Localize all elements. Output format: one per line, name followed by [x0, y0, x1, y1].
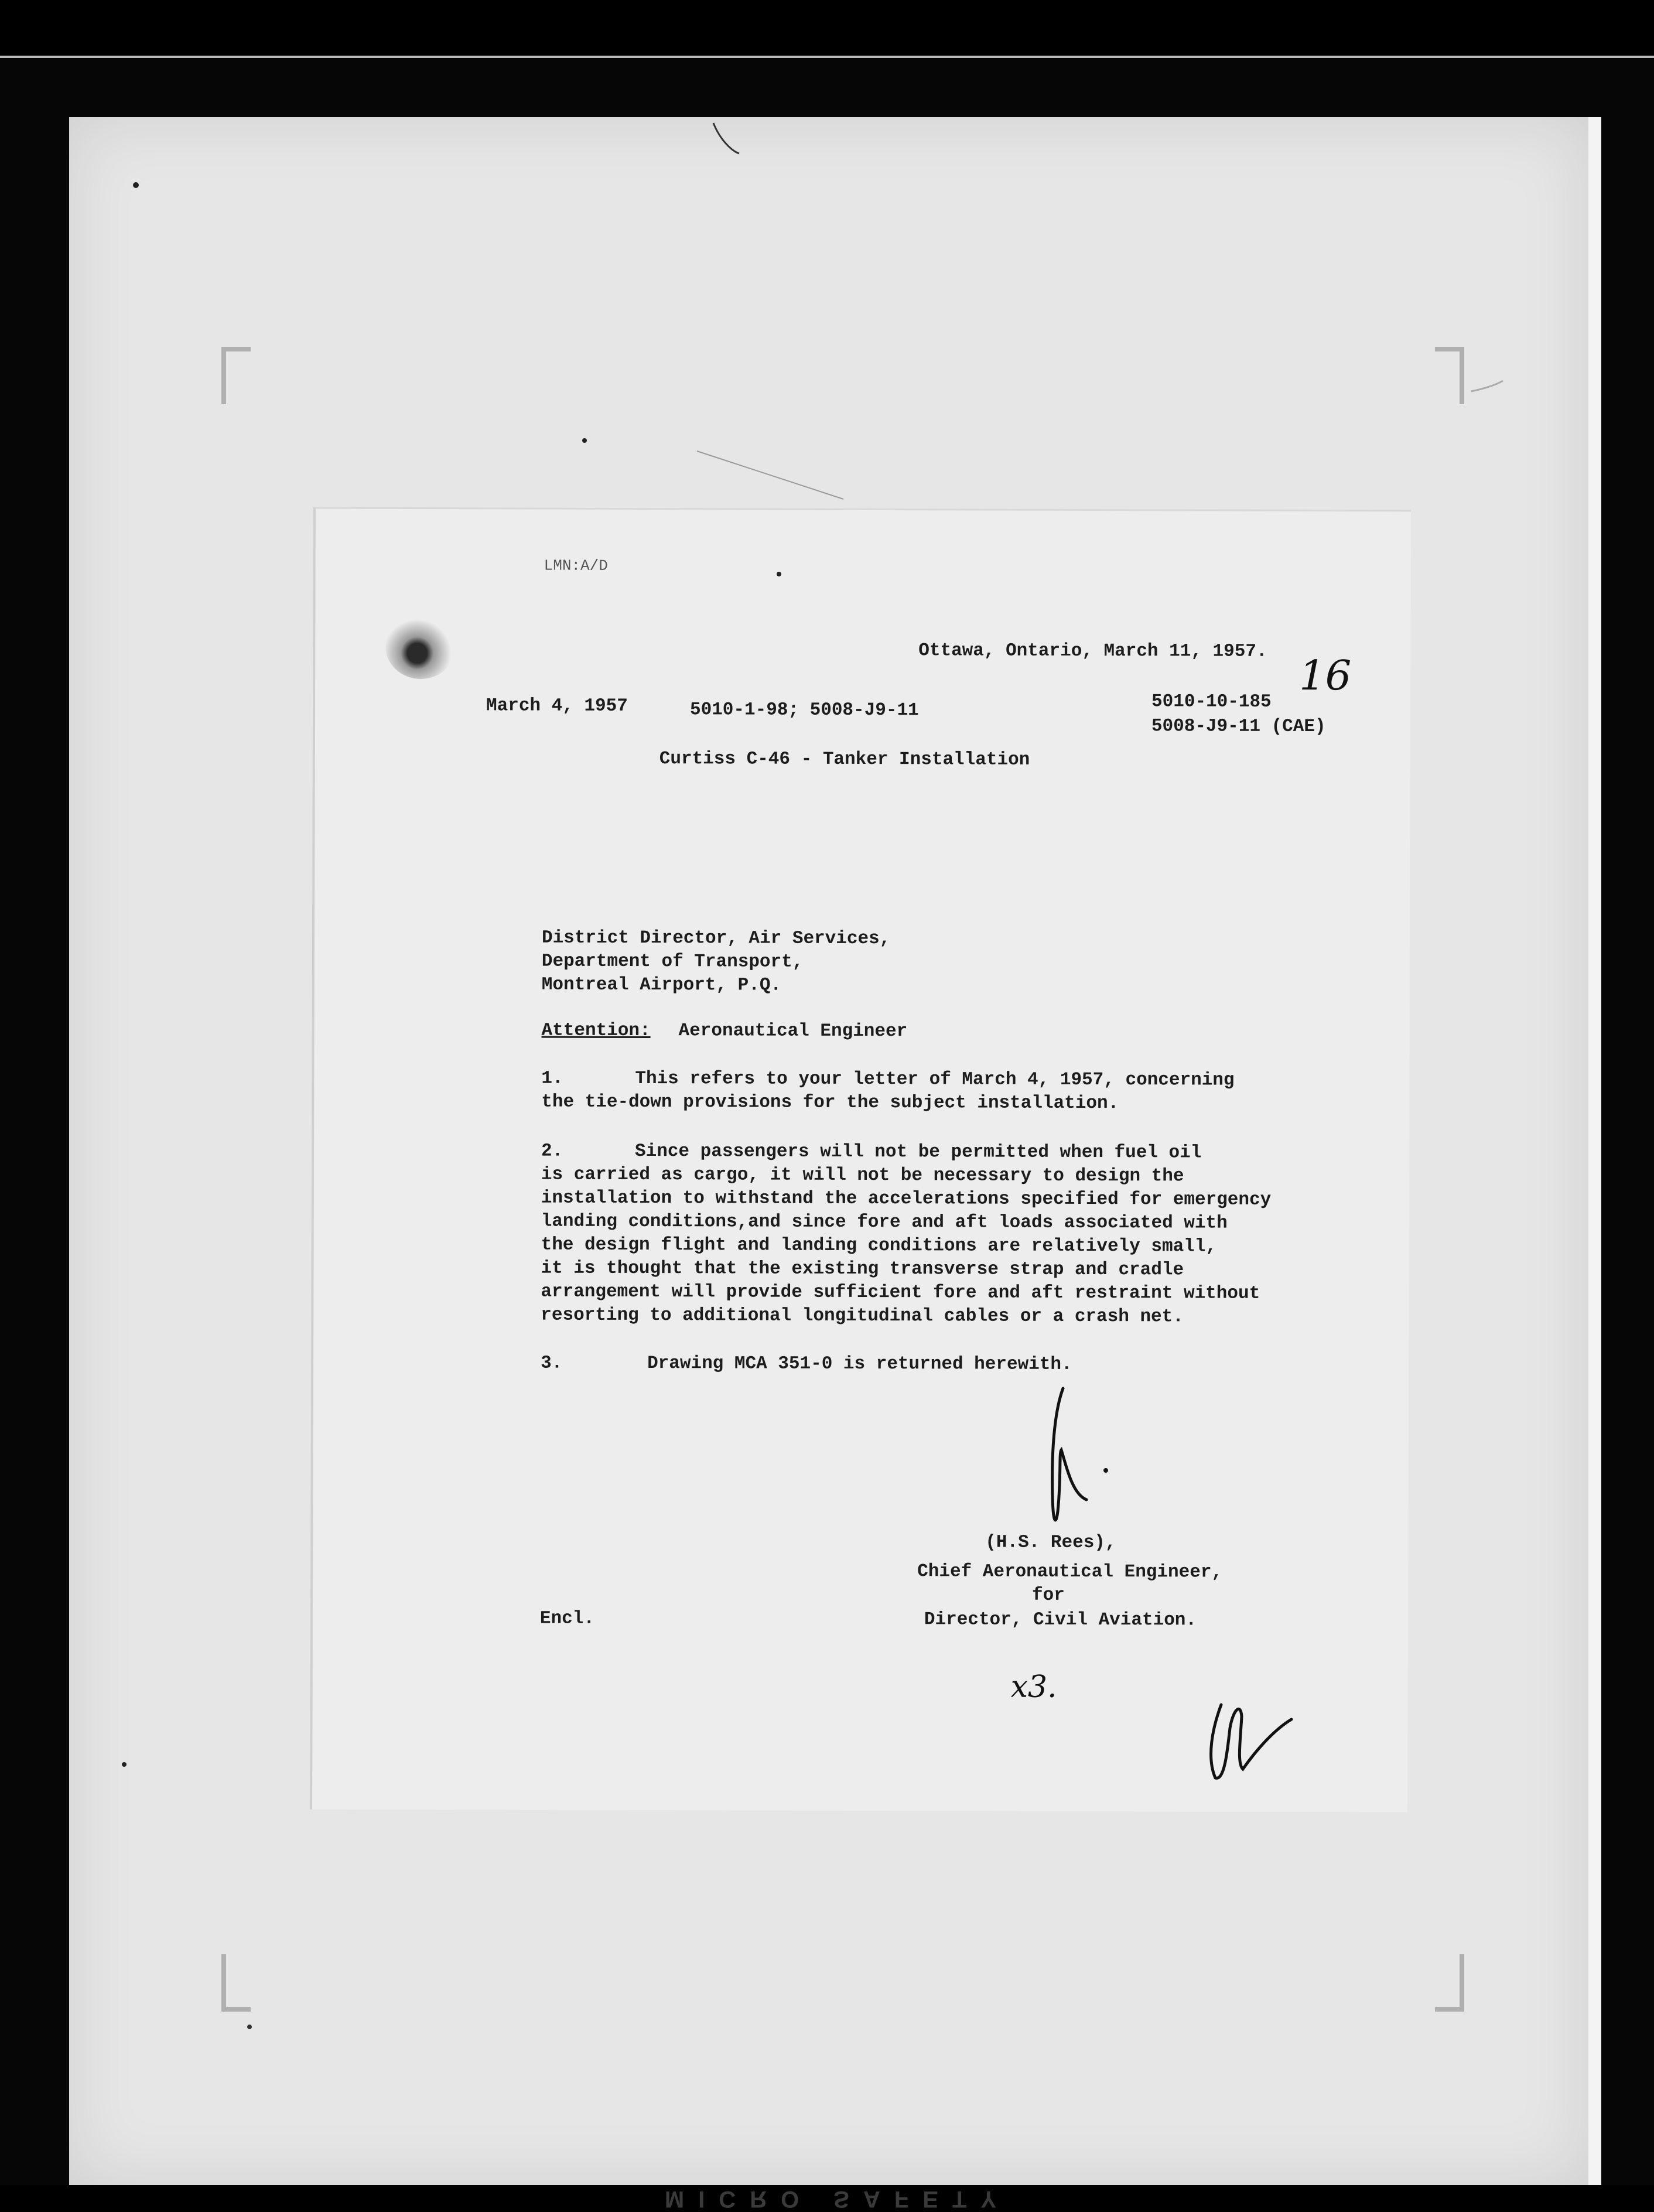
top-edge-curl: [713, 123, 739, 153]
speck: [582, 438, 587, 443]
paragraph-2-line: installation to withstand the accelerations specified for emergency: [541, 1187, 1272, 1210]
signatory-organization: Director, Civil Aviation.: [924, 1609, 1197, 1631]
handwritten-initials: [1211, 1705, 1291, 1778]
paragraph-1-number: 1.: [541, 1068, 563, 1089]
right-tick-mark: [1471, 381, 1503, 391]
paragraph-2-number: 2.: [541, 1141, 563, 1162]
speck: [247, 2025, 252, 2029]
enclosure-note: Encl.: [539, 1608, 595, 1629]
paragraph-2-line: the design flight and landing conditions are relatively small,: [541, 1234, 1217, 1257]
their-file-references: 5010-1-98; 5008-J9-11: [689, 699, 919, 721]
address-line: Montreal Airport, P.Q.: [541, 974, 782, 996]
attention-label: Attention:: [541, 1020, 651, 1042]
paragraph-2-line: is carried as cargo, it will not be necessary to design the: [541, 1164, 1184, 1187]
paragraph-2-line: Since passengers will not be permitted when fuel oil: [634, 1141, 1202, 1163]
handwritten-signature: [1052, 1388, 1086, 1520]
address-line: Department of Transport,: [541, 951, 804, 972]
signature-dot: [1103, 1468, 1108, 1473]
paragraph-2-line: arrangement will provide sufficient fore and aft restraint without: [541, 1281, 1260, 1304]
paragraph-3-number: 3.: [541, 1353, 563, 1374]
place-and-date: Ottawa, Ontario, March 11, 1957.: [918, 640, 1267, 662]
subject-line: Curtiss C-46 - Tanker Installation: [659, 749, 1030, 770]
attention-value: Aeronautical Engineer: [678, 1020, 908, 1042]
address-line: District Director, Air Services,: [541, 927, 891, 950]
film-edge-marking: MICRO SAFETY: [664, 2186, 1011, 2212]
paragraph-2-line: it is thought that the existing transverse strap and cradle: [541, 1258, 1184, 1281]
signatory-for: for: [1032, 1585, 1065, 1606]
prior-letter-date: March 4, 1957: [486, 695, 628, 716]
our-file-reference-1: 5010-10-185: [1151, 691, 1272, 712]
paragraph-1-line: the tie-down provisions for the subject installation.: [541, 1091, 1119, 1114]
our-file-reference-2: 5008-J9-11 (CAE): [1151, 716, 1326, 738]
paragraph-2-line: resorting to additional longitudinal cables or a crash net.: [541, 1305, 1184, 1327]
speck: [133, 182, 139, 188]
signatory-title: Chief Aeronautical Engineer,: [917, 1561, 1223, 1583]
scratch-line: [697, 451, 843, 499]
paragraph-1-line: This refers to your letter of March 4, 1957, concerning: [635, 1068, 1235, 1091]
paragraph-3-line: Drawing MCA 351-0 is returned herewith.: [647, 1353, 1072, 1375]
speck: [777, 572, 781, 576]
handwritten-note: x3.: [1010, 1669, 1057, 1705]
paragraph-2-line: landing conditions,and since fore and aft loads associated with: [541, 1211, 1228, 1234]
signatory-name: (H.S. Rees),: [985, 1532, 1116, 1554]
speck: [122, 1762, 127, 1767]
folio-number: 16: [1299, 651, 1352, 700]
reference-initials: LMN:A/D: [544, 557, 608, 575]
